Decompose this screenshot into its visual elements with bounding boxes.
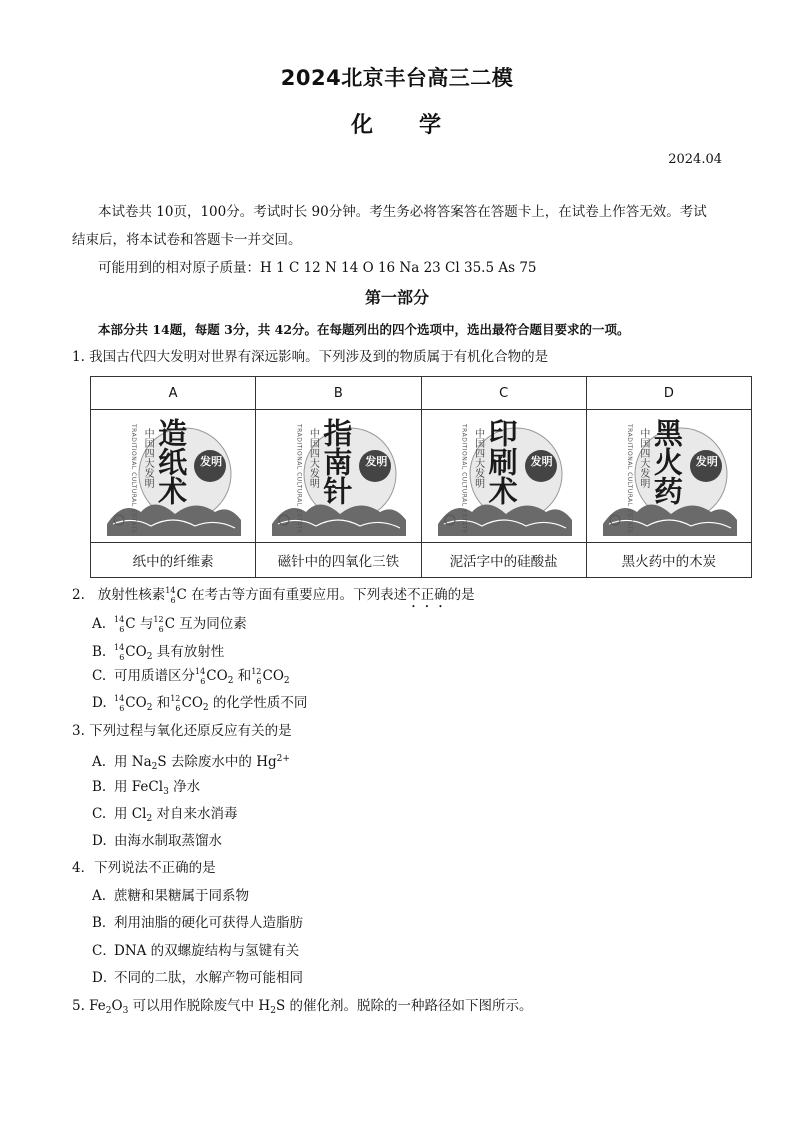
question-4-option-c: C．DNA 的双螺旋结构与氢键有关 bbox=[92, 943, 300, 959]
question-5-stem: 5. $Fe_2O_3$ 可以用作脱除废气中 $H_2S$ 的催化剂。脱除的一种路径如下图所示。 bbox=[72, 998, 533, 1016]
poster-image bbox=[599, 416, 739, 536]
poster-badge: 发明 bbox=[200, 455, 223, 468]
exam-date: 2024.04 bbox=[668, 152, 722, 167]
poster-small-text: 中国四大发明 bbox=[307, 428, 319, 488]
part-one-title: 第一部分 bbox=[364, 288, 429, 307]
poster-image bbox=[434, 416, 574, 536]
question-3-option-a: A. 用 $Na_2S$ 去除废水中的 $Hg^{2+}$ bbox=[92, 754, 290, 772]
poster-small-text: 中国四大发明 bbox=[142, 428, 154, 488]
poster-side-text: TRADITIONAL CULTURAL ESTATE bbox=[460, 424, 468, 534]
subject-char-1: 化 bbox=[350, 113, 375, 138]
poster-big-text: 黑火药 bbox=[649, 418, 684, 505]
column-letter: B bbox=[256, 377, 421, 410]
option-caption: 磁针中的四氧化三铁 bbox=[256, 543, 421, 578]
question-2-stem: 2. 放射性核素$^{14}_6$C 在考古等方面有重要应用。下列表述不正确的是 bbox=[72, 586, 475, 605]
intro-line-1: 本试卷共 10页，100分。考试时长 90分钟。考生务必将答案答在答题卡上，在试卷上作答无效。考试 bbox=[98, 204, 707, 220]
subject-char-2: 学 bbox=[419, 113, 444, 138]
poster-big-text: 指南针 bbox=[319, 418, 354, 505]
question-3-stem: 3. 下列过程与氧化还原反应有关的是 bbox=[72, 723, 292, 739]
poster-badge: 发明 bbox=[365, 455, 388, 468]
column-letter: A bbox=[91, 377, 256, 410]
exam-title: 2024北京丰台高三二模 bbox=[280, 66, 514, 90]
column-letter: C bbox=[421, 377, 586, 410]
poster-small-text: 中国四大发明 bbox=[637, 428, 649, 488]
intro-line-2: 结束后，将本试卷和答题卡一并交回。 bbox=[72, 232, 302, 248]
poster-side-text: TRADITIONAL CULTURAL ESTATE bbox=[295, 424, 303, 534]
poster-side-text: TRADITIONAL CULTURAL ESTATE bbox=[625, 424, 633, 534]
poster-badge: 发明 bbox=[695, 455, 718, 468]
question-2-option-d: D. $^{14}_6CO_2$ 和$^{12}_6CO_2$ 的化学性质不同 bbox=[92, 694, 308, 713]
poster-image bbox=[103, 416, 243, 536]
question-3-option-d: D. 由海水制取蒸馏水 bbox=[92, 833, 222, 849]
question-4-option-d: D．不同的二肽，水解产物可能相同 bbox=[92, 970, 303, 986]
option-caption: 泥活字中的硅酸盐 bbox=[421, 543, 586, 578]
poster-big-text: 印刷术 bbox=[484, 418, 519, 505]
poster-big-text: 造纸术 bbox=[154, 418, 189, 505]
question-4-option-a: A. 蔗糖和果糖属于同系物 bbox=[92, 888, 249, 904]
poster-image bbox=[268, 416, 408, 536]
poster-small-text: 中国四大发明 bbox=[472, 428, 484, 488]
poster-side-text: TRADITIONAL CULTURAL ESTATE bbox=[130, 424, 138, 534]
atomic-mass-line: 可能用到的相对原子质量：H 1 C 12 N 14 O 16 Na 23 Cl 35.5 As 75 bbox=[98, 260, 537, 276]
question-4-option-b: B．利用油脂的硬化可获得人造脂肪 bbox=[92, 915, 303, 931]
question-2-option-c: C. 可用质谱区分$^{14}_6CO_2$ 和$^{12}_6CO_2$ bbox=[92, 667, 290, 686]
question-2-option-b: B. $^{14}_6CO_2$ 具有放射性 bbox=[92, 643, 225, 662]
question-3-option-b: B. 用 FeCl$_3$ 净水 bbox=[92, 779, 201, 797]
question-1-stem: 1. 我国古代四大发明对世界有深远影响。下列涉及到的物质属于有机化合物的是 bbox=[72, 349, 549, 365]
option-caption: 纸中的纤维素 bbox=[91, 543, 256, 578]
poster-badge: 发明 bbox=[530, 455, 553, 468]
question-2-option-a: A. $^{14}_6$C 与$^{12}_6$C 互为同位素 bbox=[92, 615, 247, 634]
subject-title bbox=[0, 108, 794, 139]
column-letter: D bbox=[586, 377, 751, 410]
question-3-option-c: C. 用 $Cl_2$ 对自来水消毒 bbox=[92, 806, 238, 824]
question-1-table bbox=[90, 376, 752, 578]
part-one-note: 本部分共 14题，每题 3分，共 42分。在每题列出的四个选项中，选出最符合题目要求的一项。 bbox=[98, 322, 630, 337]
emphasis-text: 不正确 bbox=[407, 587, 448, 603]
question-4-stem: 4．下列说法不正确的是 bbox=[72, 860, 216, 876]
option-caption: 黑火药中的木炭 bbox=[586, 543, 751, 578]
